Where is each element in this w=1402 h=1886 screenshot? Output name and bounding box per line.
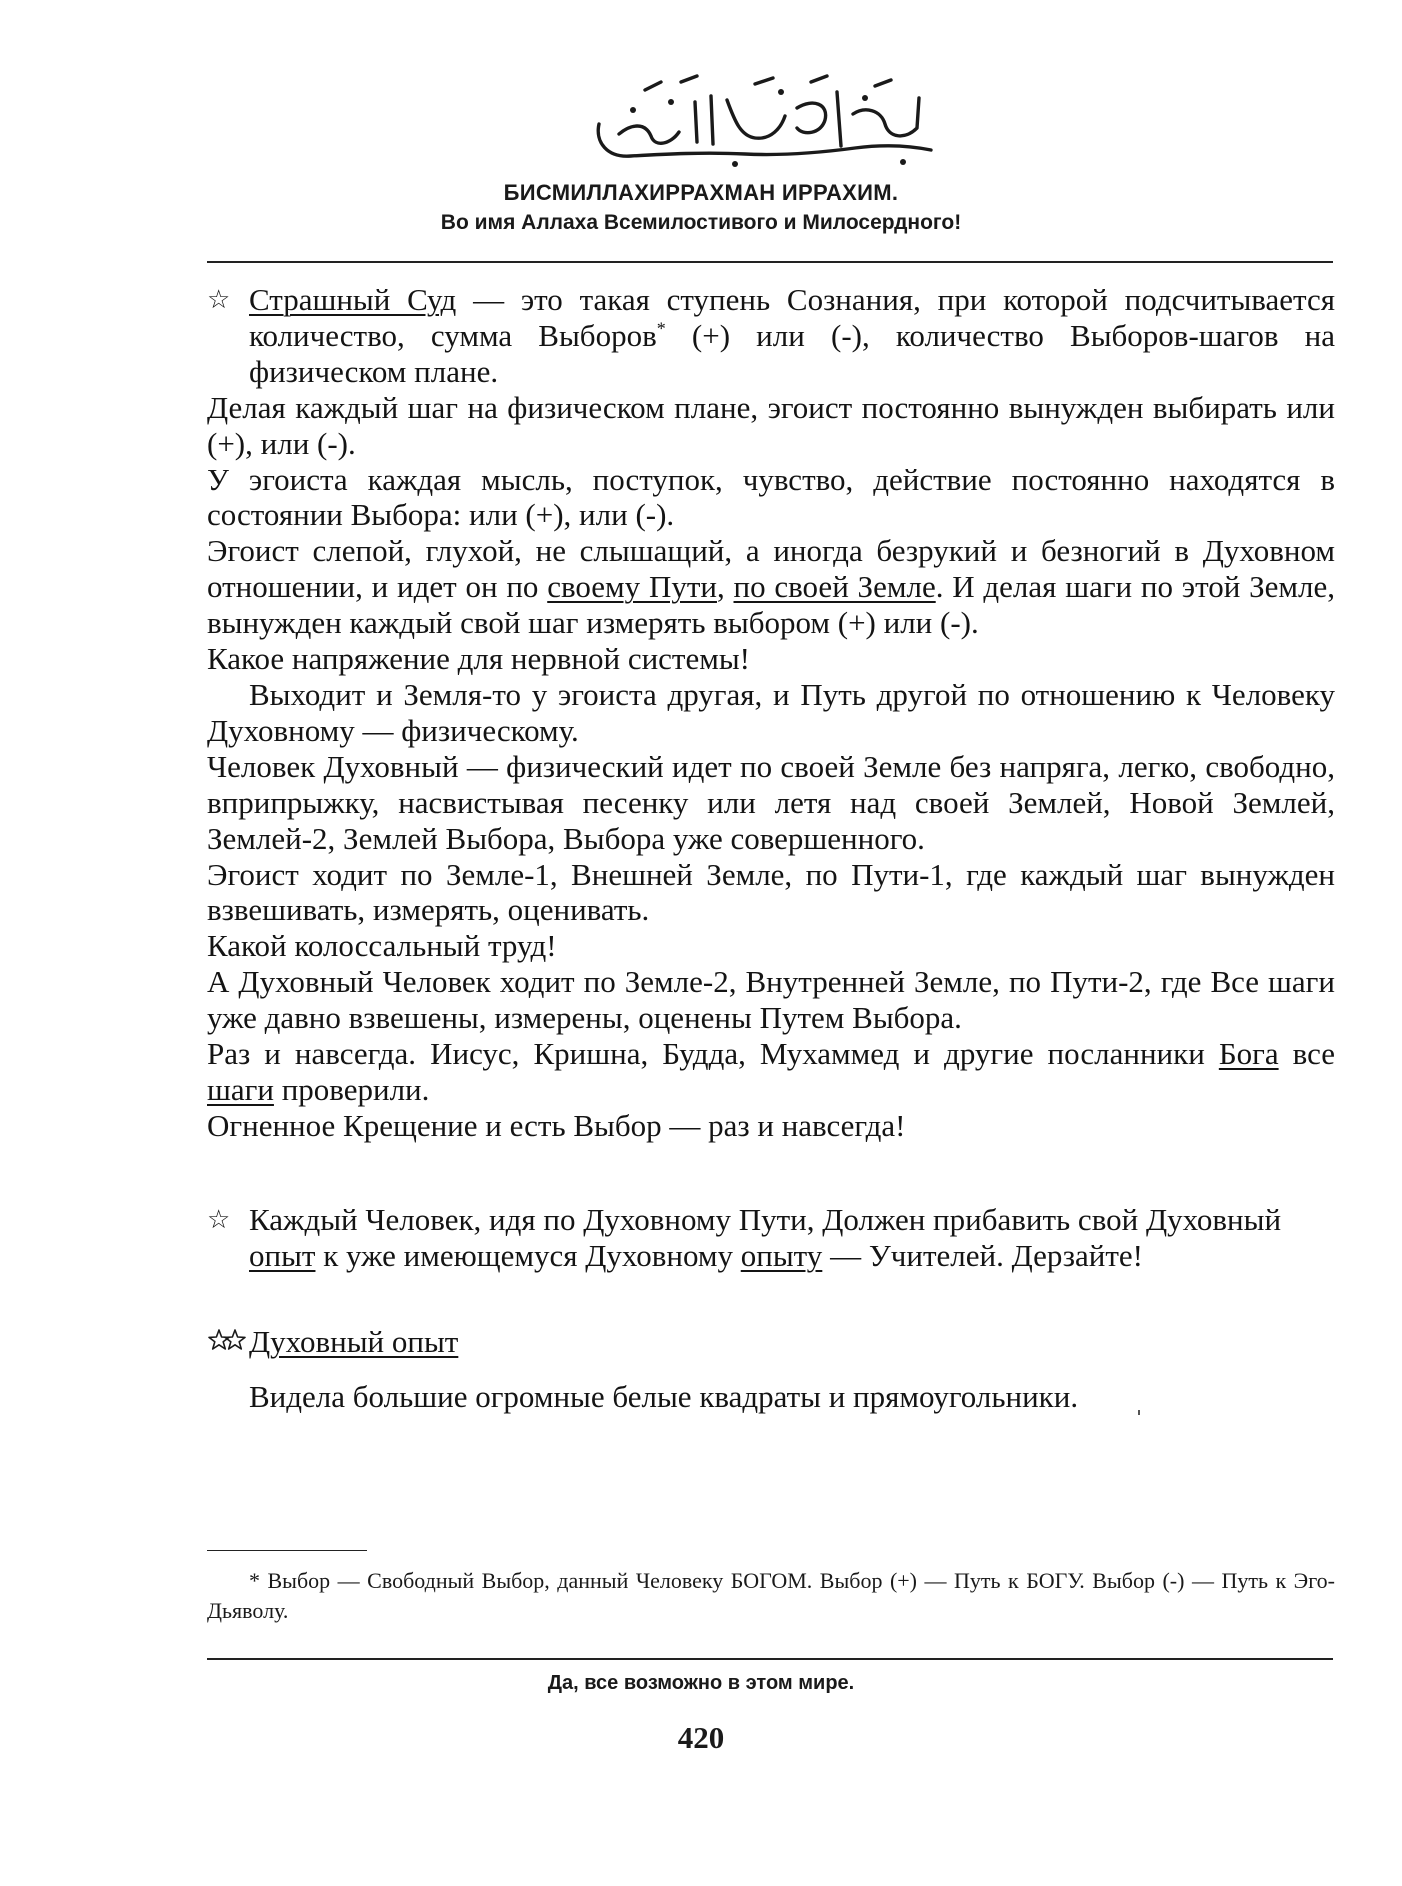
paragraph-text: к уже имеющемуся Духовному (315, 1237, 741, 1273)
experience-title: Духовный опыт (249, 1323, 459, 1359)
paragraph-text: , (716, 569, 734, 605)
header-subtitle: Во имя Аллаха Всемилостивого и Милосердного! (440, 211, 962, 234)
paragraph (207, 1036, 1335, 1108)
underlined-word: опыту (740, 1237, 823, 1273)
paragraph: Какой колоссальный труд! (207, 928, 557, 964)
paragraph-text: — это такая ступень Сознания, при которой подсчитывается количество, сумма Выборов (249, 282, 1335, 353)
paragraph-strashny-sud (207, 282, 1335, 390)
star-outline-icon: ☆ (207, 1204, 231, 1234)
paragraph: А Духовный Человек ходит по Земле-2, Внутренней Земле, по Пути-2, где Все шаги уже давно взвешены, измерены, оценены Путем Выбора. (207, 964, 1335, 1036)
experience-heading (207, 1324, 1335, 1362)
paragraph: Делая каждый шаг на физическом плане, эгоист постоянно вынужден выбирать или (+), или (-). (207, 389, 1335, 461)
underlined-word: шаги (207, 1071, 274, 1107)
paragraph-text: Раз и навсегда. Иисус, Кришна, Будда, Мухаммед и другие посланники (207, 1036, 1219, 1072)
footnote (207, 1566, 1335, 1626)
footnote-text: * Выбор — Свободный Выбор, данный Человеку БОГОМ. Выбор (+) — Путь к БОГУ. Выбор (-) — Путь к Эго-Дьяволу. (207, 1568, 1335, 1623)
paragraph: Какое напряжение для нервной системы! (207, 641, 750, 677)
paragraph-dukhovny-put (207, 1202, 1335, 1274)
paragraph-text: (+) или (-), количество Выборов-шагов на физическом плане. (249, 317, 1335, 389)
double-star-icon (207, 1326, 249, 1362)
paragraph-text: Каждый Человек, идя по Духовному Пути, Должен прибавить свой Духовный (249, 1201, 1282, 1237)
paragraph: Эгоист ходит по Земле-1, Внешней Земле, по Пути-1, где каждый шаг вынужден взвешивать, измерять, оценивать. (207, 856, 1335, 928)
footer-divider (207, 1658, 1333, 1660)
footnote-divider (207, 1550, 367, 1551)
paragraph (207, 533, 1335, 641)
paragraph: Человек Духовный — физический идет по своей Земле без напряга, легко, свободно, вприпрыжку, насвистывая песенку или летя над своей Землей, Новой Землей, Землей-2, Землей Выбора, Выбора уже совершенного. (207, 748, 1335, 856)
paragraph: Огненное Крещение и есть Выбор — раз и навсегда! (207, 1107, 906, 1143)
paragraph-text: Эгоист слепой, глухой, не слышащий, а иногда безрукий и безногий в Духовном отношении, и идет он по (207, 533, 1335, 605)
footer-motto: Да, все возможно в этом мире. (547, 1672, 855, 1694)
underlined-phrase: по своей Земле (733, 569, 936, 605)
bismillah-calligraphy (585, 62, 945, 170)
term-strashny-sud: Страшный Суд (249, 282, 457, 317)
paragraph-text: . И делая шаги по этой Земле, вынужден каждый свой шаг измерять выбором (+) или (-). (207, 569, 1335, 641)
underlined-word: Бога (1218, 1036, 1279, 1072)
paragraph-text: — Учителей. Дерзайте! (822, 1237, 1143, 1273)
paragraph-text: все (1278, 1036, 1335, 1072)
paragraph-text: проверили. (273, 1071, 430, 1107)
spacer (207, 1274, 1335, 1324)
paragraph: Выходит и Земля-то у эгоиста другая, и Путь другой по отношению к Человеку Духовному — физическому. (207, 676, 1335, 748)
experience-text: Видела большие огромные белые квадраты и прямоугольники. (249, 1379, 1079, 1415)
underlined-phrase: своему Пути (547, 569, 717, 605)
page-number: 420 (677, 1720, 725, 1755)
header-title: БИСМИЛЛАХИРРАХМАН ИРРАХИМ. (503, 180, 899, 205)
footnote-marker: * (656, 318, 666, 339)
spacer (207, 1144, 1335, 1202)
paragraph: У эгоиста каждая мысль, поступок, чувство, действие постоянно находятся в состоянии Выбора: или (+), или (-). (207, 461, 1335, 533)
main-text (207, 282, 1335, 1415)
header-divider (207, 261, 1333, 263)
scan-speck (1138, 1410, 1140, 1415)
star-outline-icon: ☆ (207, 285, 231, 314)
underlined-word: опыт (249, 1237, 316, 1273)
